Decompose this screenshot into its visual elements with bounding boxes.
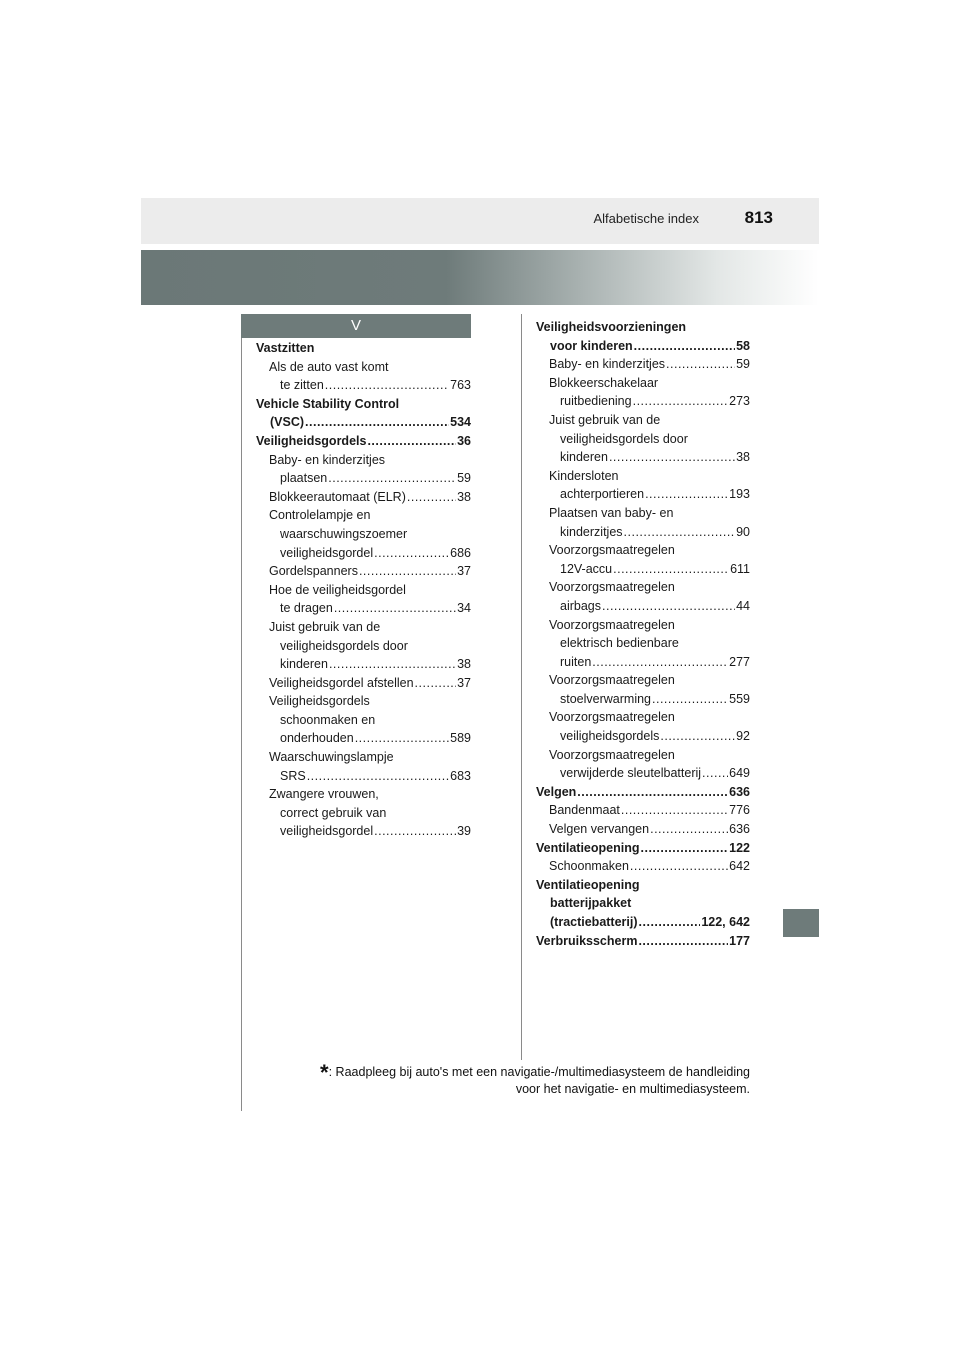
index-entry-text: (tractiebatterij) [550, 915, 638, 929]
index-entry [256, 692, 471, 711]
index-entry [256, 804, 471, 823]
leader-dots [621, 801, 728, 820]
index-entry-page: 37 [457, 564, 471, 579]
leader-dots [641, 839, 729, 858]
index-column-right [536, 318, 750, 950]
index-entry [256, 599, 471, 618]
index-entry [536, 820, 750, 839]
index-entry-text: veiligheidsgordel [280, 824, 374, 839]
index-entry-text: ruiten [560, 654, 592, 669]
index-entry [536, 392, 750, 411]
leader-dots [592, 653, 728, 672]
leader-dots [633, 392, 729, 411]
index-entry-text: veiligheidsgordel [280, 545, 374, 560]
index-entry [536, 616, 750, 635]
index-entry-text: Baby- en kinderzitjes [549, 357, 666, 372]
index-entry [256, 785, 471, 804]
index-entry [256, 618, 471, 637]
index-entry-text: airbags [560, 598, 601, 613]
index-entry-text: Ventilatieopening [536, 840, 640, 855]
index-entry-text: Voorzorgsmaatregelen [549, 673, 675, 688]
index-entry [536, 839, 750, 858]
index-entry-text: Waarschuwingslampje [269, 750, 394, 765]
index-entry-text: kinderzitjes [560, 524, 623, 539]
index-entry-text: waarschuwingszoemer [280, 526, 408, 541]
leader-dots [666, 355, 735, 374]
index-entry [536, 690, 750, 709]
index-entry [256, 655, 471, 674]
leader-dots [639, 913, 701, 932]
leader-dots [602, 597, 735, 616]
index-entry-page: 38 [736, 450, 750, 465]
index-entry [536, 485, 750, 504]
index-entry [256, 637, 471, 656]
index-entry [256, 525, 471, 544]
leader-dots [609, 448, 735, 467]
index-entry-text: verwijderde sleutelbatterij [560, 766, 702, 781]
index-entry [536, 932, 750, 951]
footnote-line-1: : Raadpleeg bij auto's met een navigatie-/multimediasysteem de handleiding [328, 1065, 750, 1079]
index-entry [536, 801, 750, 820]
leader-dots [650, 820, 728, 839]
index-entry-page: 642 [729, 859, 750, 874]
index-entry [536, 355, 750, 374]
chapter-thumb-tab [783, 909, 819, 937]
index-entry-text: stoelverwarming [560, 691, 652, 706]
leader-dots [645, 485, 728, 504]
index-entry-page: 59 [736, 357, 750, 372]
leader-dots [374, 544, 449, 563]
index-entry [256, 469, 471, 488]
leader-dots [634, 337, 735, 356]
index-entry-text: Als de auto vast komt [269, 359, 389, 374]
index-entry [536, 727, 750, 746]
index-entry-text: achterportieren [560, 487, 645, 502]
index-entry [256, 376, 471, 395]
index-entry [256, 413, 471, 432]
leader-dots [652, 690, 728, 709]
index-entry [536, 857, 750, 876]
index-entry [256, 488, 471, 507]
index-entry [536, 430, 750, 449]
index-entry-page: 38 [457, 657, 471, 672]
index-entry-page: 649 [729, 766, 750, 781]
index-entry [256, 339, 471, 358]
index-entry-text: Baby- en kinderzitjes [269, 452, 386, 467]
index-entry-text: veiligheidsgordels door [280, 638, 408, 653]
index-entry-page: 776 [729, 803, 750, 818]
index-entry-text: schoonmaken en [280, 712, 376, 727]
index-entry-page: 122 [729, 840, 750, 855]
index-entry-text: Hoe de veiligheidsgordel [269, 582, 406, 597]
index-entry [536, 560, 750, 579]
leader-dots [613, 560, 729, 579]
page-number: 813 [744, 208, 773, 227]
index-entry-text: Vastzitten [256, 341, 315, 355]
leader-dots [355, 729, 449, 748]
index-entry-text: Zwangere vrouwen, [269, 787, 379, 802]
leader-dots [329, 655, 456, 674]
index-entry [256, 544, 471, 563]
index-entry-page: 273 [729, 394, 750, 409]
leader-dots [374, 822, 456, 841]
index-entry-text: elektrisch bedienbare [560, 636, 679, 651]
index-entry-text: Voorzorgsmaatregelen [549, 710, 675, 725]
index-entry-text: Velgen [536, 784, 577, 799]
index-entry-page: 589 [450, 731, 471, 746]
index-entry-text: Veiligheidsvoorzieningen [536, 320, 687, 334]
leader-dots [660, 727, 735, 746]
left-column-rule [241, 338, 242, 1111]
index-entry-text: (VSC) [270, 415, 305, 430]
index-entry-page: 92 [736, 729, 750, 744]
index-entry [536, 504, 750, 523]
index-entry [536, 318, 750, 337]
index-entry-page: 277 [729, 654, 750, 669]
index-entry-text: SRS [280, 768, 306, 783]
index-entry-text: Juist gebruik van de [549, 412, 661, 427]
leader-dots [630, 857, 728, 876]
index-entry-page: 534 [450, 415, 471, 430]
index-entry-text: 12V-accu [560, 561, 613, 576]
index-entry-page: 559 [729, 691, 750, 706]
index-entry [536, 671, 750, 690]
index-entry-page: 59 [457, 471, 471, 486]
index-entry-page: 44 [736, 598, 750, 613]
index-entry [256, 581, 471, 600]
index-entry [256, 506, 471, 525]
index-entry [536, 448, 750, 467]
footnote-line-2: voor het navigatie- en multimediasysteem. [515, 1082, 750, 1096]
index-entry-page: 636 [729, 784, 750, 799]
index-entry-page: 37 [457, 675, 471, 690]
index-entry-text: Schoonmaken [549, 859, 629, 874]
index-entry-text: Gordelspanners [269, 564, 358, 579]
index-entry-page: 122, 642 [701, 915, 750, 929]
leader-dots [624, 523, 736, 542]
index-entry-text: Controlelampje en [269, 508, 371, 523]
index-entry [536, 467, 750, 486]
index-entry-page: 763 [450, 378, 471, 393]
index-entry [536, 541, 750, 560]
index-entry-text: Veiligheidsgordel afstellen [269, 675, 414, 690]
index-entry [256, 451, 471, 470]
index-entry-text: Kindersloten [549, 468, 619, 483]
index-entry-text: Blokkeerschakelaar [549, 375, 659, 390]
index-entry-text: Voorzorgsmaatregelen [549, 543, 675, 558]
leader-dots [367, 432, 456, 451]
leader-dots [328, 469, 456, 488]
index-entry [536, 746, 750, 765]
index-entry-page: 34 [457, 601, 471, 616]
index-entry [256, 358, 471, 377]
index-entry [536, 913, 750, 932]
index-entry-page: 39 [457, 824, 471, 839]
index-entry-text: plaatsen [280, 471, 328, 486]
index-entry [536, 578, 750, 597]
index-entry [536, 597, 750, 616]
index-entry [536, 374, 750, 393]
leader-dots [307, 767, 449, 786]
index-entry [536, 783, 750, 802]
index-entry-page: 90 [736, 524, 750, 539]
index-entry [256, 674, 471, 693]
index-entry-text: Voorzorgsmaatregelen [549, 747, 675, 762]
page-header [141, 198, 819, 244]
leader-dots [359, 562, 456, 581]
index-entry-text: kinderen [280, 657, 328, 672]
index-entry-text: Vehicle Stability Control [256, 396, 400, 411]
index-entry-text: correct gebruik van [280, 805, 387, 820]
index-entry-page: 177 [729, 933, 750, 948]
index-entry-page: 38 [457, 489, 471, 504]
index-entry-page: 636 [729, 822, 750, 837]
index-entry-text: Veiligheidsgordels [269, 694, 370, 709]
index-entry [256, 767, 471, 786]
index-entry-text: veiligheidsgordels door [560, 431, 688, 446]
index-entry [256, 822, 471, 841]
leader-dots [334, 599, 456, 618]
index-entry [536, 523, 750, 542]
index-entry [256, 748, 471, 767]
index-entry-text: Velgen vervangen [549, 822, 650, 837]
index-entry-page: 611 [730, 561, 750, 576]
index-entry [256, 729, 471, 748]
index-entry-page: 686 [450, 545, 471, 560]
index-entry-text: Voorzorgsmaatregelen [549, 617, 675, 632]
leader-dots [577, 783, 728, 802]
index-entry-text: Verbruiksscherm [536, 933, 638, 948]
index-entry [256, 395, 471, 414]
index-entry [536, 876, 750, 895]
footnote [270, 1060, 750, 1098]
index-entry-page: 36 [457, 433, 471, 448]
index-entry-text: Juist gebruik van de [269, 619, 381, 634]
index-entry-text: te zitten [280, 378, 324, 393]
leader-dots [305, 413, 449, 432]
index-entry [536, 411, 750, 430]
leader-dots [325, 376, 449, 395]
index-entry [536, 653, 750, 672]
decorative-band [141, 250, 819, 305]
index-entry-text: Blokkeerautomaat (ELR) [269, 489, 406, 504]
index-entry-text: veiligheidsgordels [560, 729, 660, 744]
index-entry-text: Veiligheidsgordels [256, 433, 367, 448]
index-letter-heading: V [241, 314, 471, 338]
index-column-left [256, 339, 471, 841]
index-entry [536, 337, 750, 356]
index-entry-text: voor kinderen [550, 338, 633, 353]
index-entry-page: 193 [729, 487, 750, 502]
index-entry-text: Plaatsen van baby- en [549, 505, 674, 520]
leader-dots [702, 764, 728, 783]
index-entry-text: kinderen [560, 450, 608, 465]
index-entry-text: batterijpakket [550, 896, 632, 911]
index-entry [536, 708, 750, 727]
index-entry-page: 58 [736, 338, 750, 353]
index-entry [256, 711, 471, 730]
leader-dots [638, 932, 728, 951]
index-entry-text: Bandenmaat [549, 803, 620, 818]
index-entry [536, 894, 750, 913]
index-entry-text: onderhouden [280, 731, 354, 746]
leader-dots [407, 488, 456, 507]
index-entry-page: 683 [450, 768, 471, 783]
index-entry-text: Voorzorgsmaatregelen [549, 580, 675, 595]
index-entry [256, 432, 471, 451]
index-entry-text: Ventilatieopening [536, 877, 640, 892]
index-entry [536, 634, 750, 653]
index-entry-text: te dragen [280, 601, 333, 616]
leader-dots [415, 674, 457, 693]
footnote-marker: * [320, 1060, 329, 1085]
index-entry [256, 562, 471, 581]
index-entry-text: ruitbediening [560, 394, 632, 409]
index-entry [536, 764, 750, 783]
middle-column-rule [521, 314, 522, 1060]
section-title: Alfabetische index [593, 211, 699, 226]
